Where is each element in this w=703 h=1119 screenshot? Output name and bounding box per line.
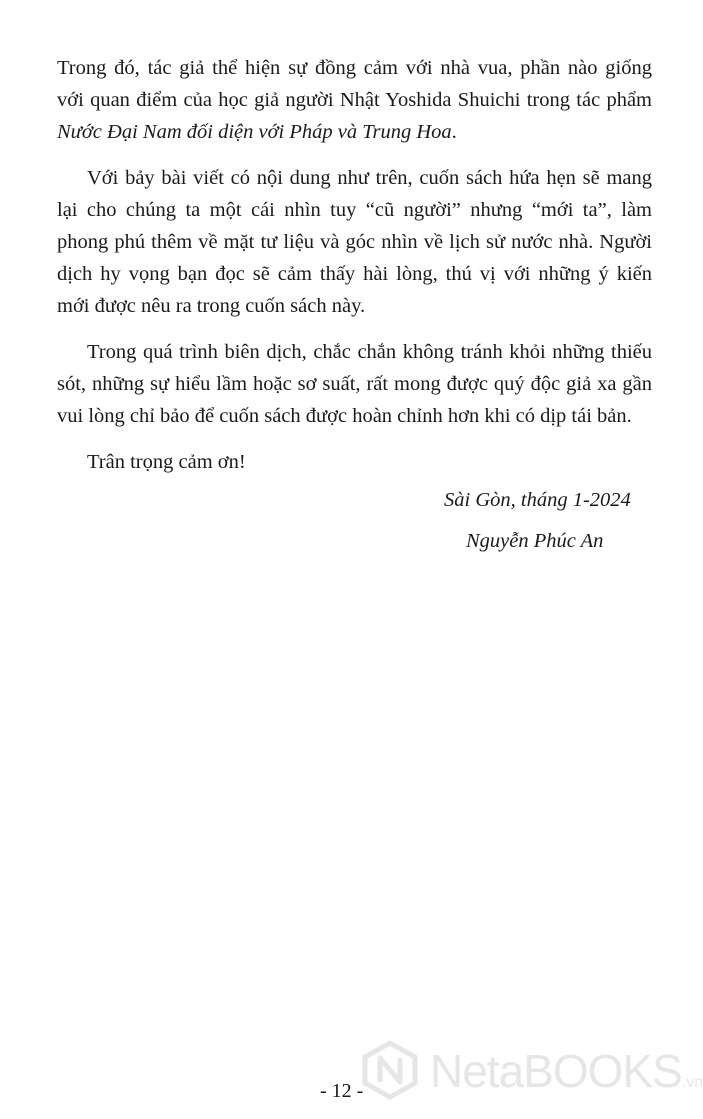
watermark-brand: NetaBOOKS [430, 1045, 682, 1097]
thanks-line: Trân trọng cảm ơn! [87, 451, 246, 473]
watermark-suffix: .vn [681, 1074, 703, 1091]
page-body [57, 52, 652, 552]
book-title-italic: Nước Đại Nam đối diện với Pháp và Trung Hoa [57, 121, 452, 143]
paragraph-2-line-5: mới được nêu ra trong cuốn sách này. [57, 295, 366, 317]
paragraph-1-period: . [451, 121, 457, 143]
paragraph-3 [57, 336, 652, 432]
page-number: - 12 - [320, 1080, 364, 1102]
paragraph-3-line-2: sót, những sự hiểu lầm hoặc sơ suất, rất mong được quý độc giả xa gần [57, 373, 652, 395]
paragraph-2-line-2: lại cho chúng ta một cái nhìn tuy “cũ người” nhưng “mới ta”, làm [57, 199, 652, 221]
paragraph-1-line-1: Trong đó, tác giả thể hiện sự đồng cảm với nhà vua, phần nào giống [57, 57, 652, 79]
place-date: Sài Gòn, tháng 1-2024 [444, 489, 631, 511]
paragraph-2-line-3: phong phú thêm về mặt tư liệu và góc nhìn về lịch sử nước nhà. Người [57, 231, 652, 253]
translator-signature: Nguyễn Phúc An [466, 530, 604, 552]
paragraph-1 [57, 52, 652, 148]
paragraph-1-line-2: với quan điểm của học giả người Nhật Yoshida Shuichi trong tác phẩm [57, 89, 652, 111]
paragraph-1-line-3 [57, 116, 652, 148]
paragraph-3-line-1: Trong quá trình biên dịch, chắc chắn không tránh khỏi những thiếu [87, 341, 652, 363]
paragraph-2 [57, 162, 652, 322]
netabooks-logo-icon [360, 1040, 420, 1100]
paragraph-2-line-4: dịch hy vọng bạn đọc sẽ cảm thấy hài lòng, thú vị với những ý kiến [57, 263, 652, 285]
paragraph-3-line-3: vui lòng chỉ bảo để cuốn sách được hoàn chỉnh hơn khi có dịp tái bản. [57, 405, 632, 427]
netabooks-watermark [360, 1040, 703, 1100]
watermark-text [430, 1046, 703, 1108]
paragraph-2-line-1: Với bảy bài viết có nội dung như trên, cuốn sách hứa hẹn sẽ mang [87, 167, 652, 189]
